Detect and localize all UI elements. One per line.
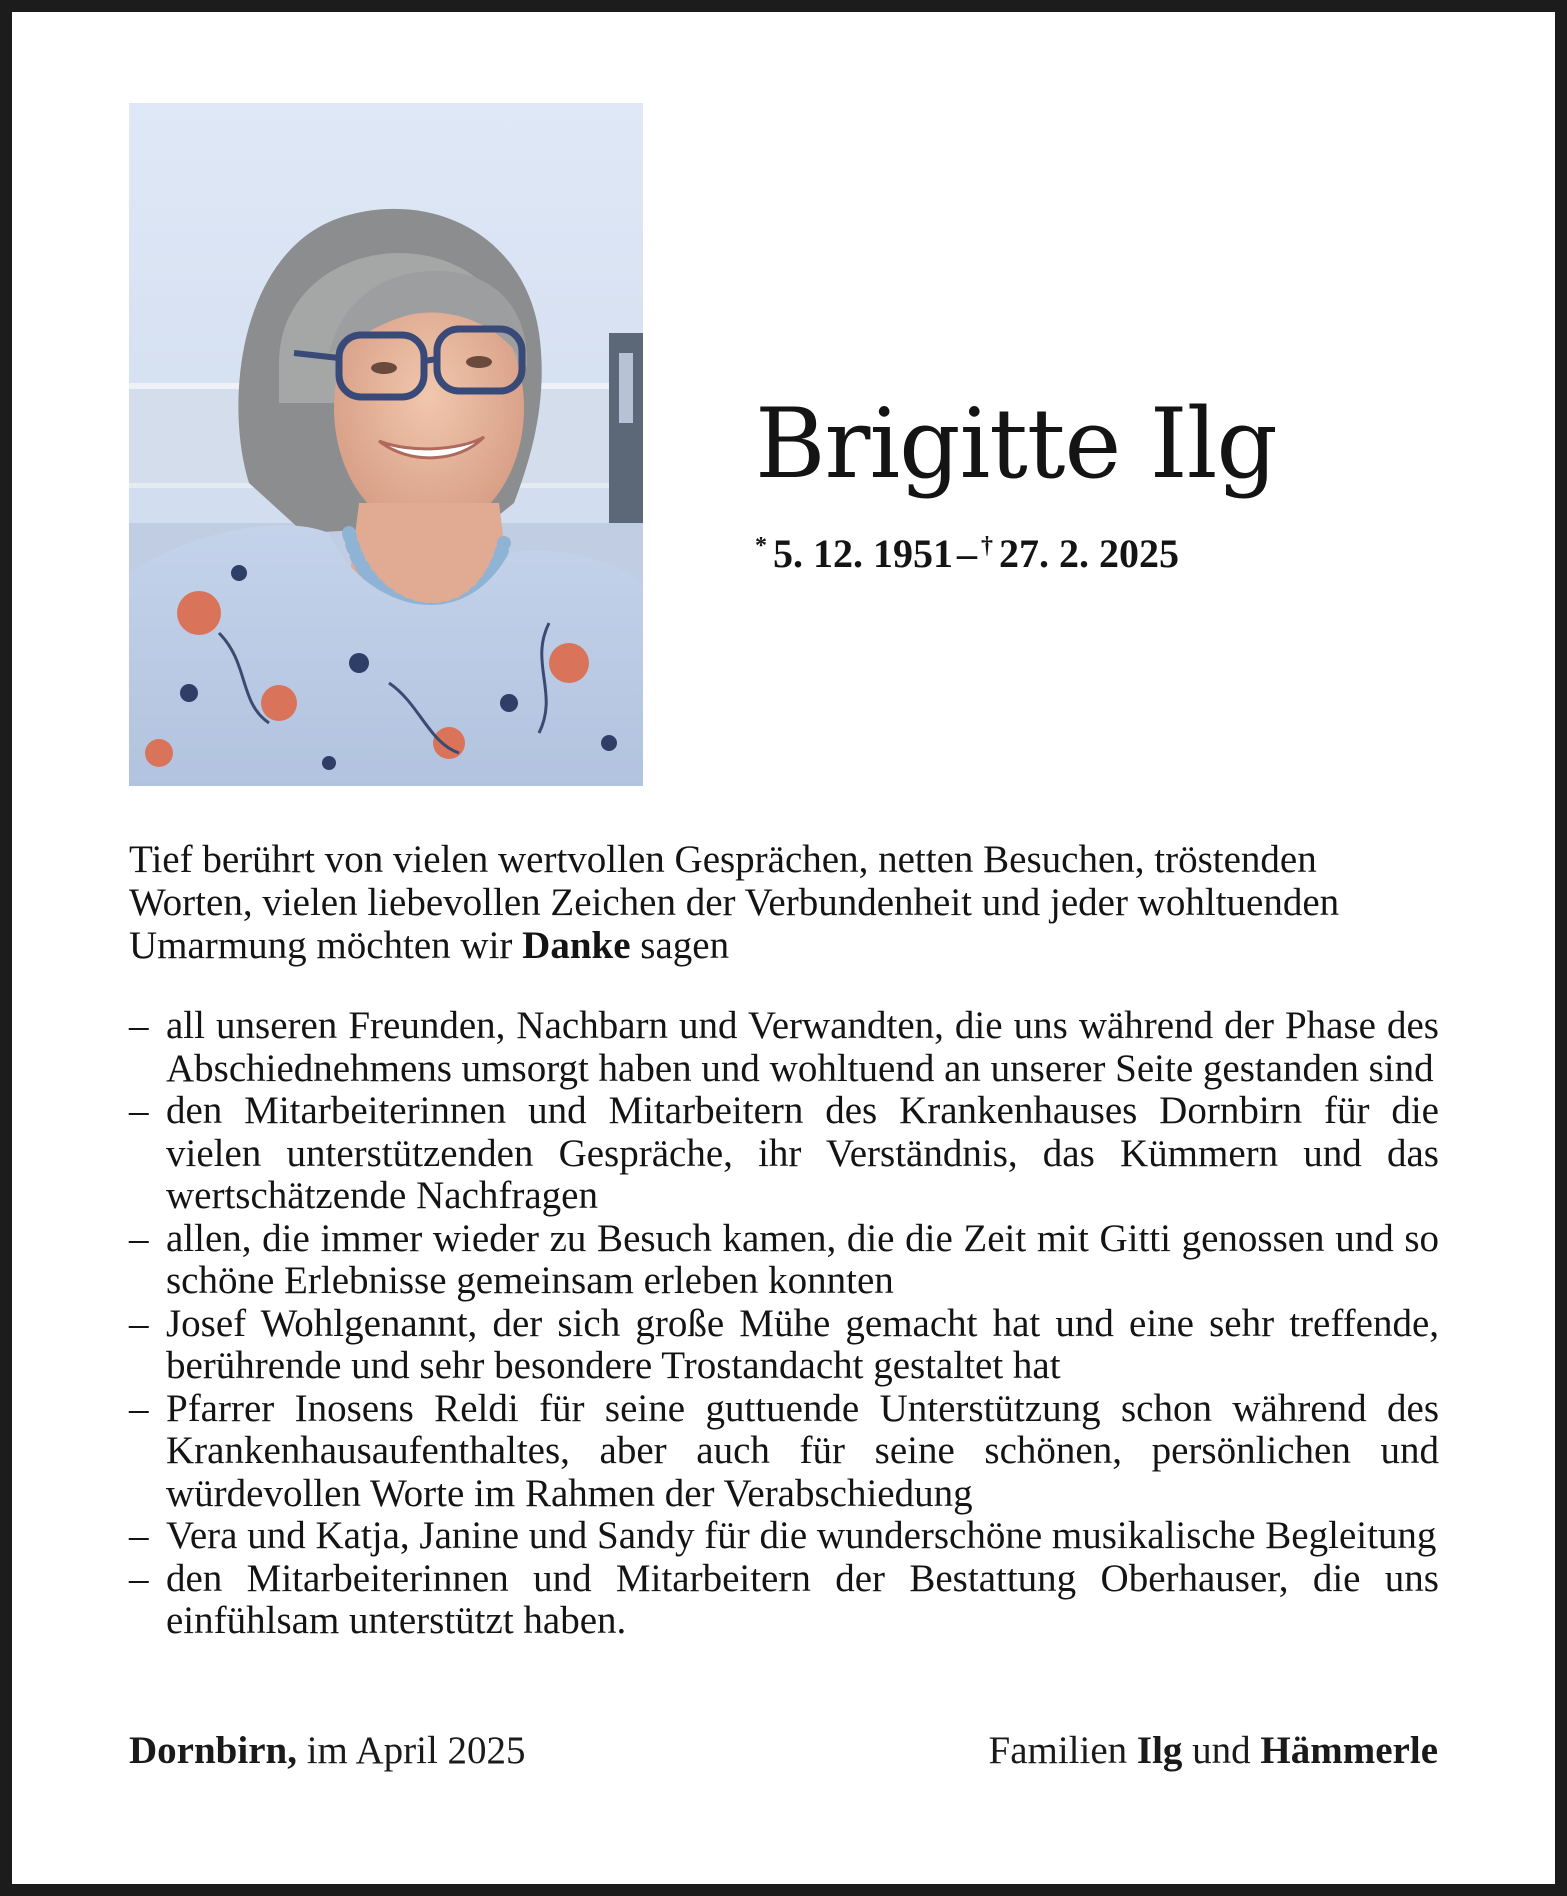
list-item: [129, 1515, 1439, 1558]
date-separator: –: [957, 531, 977, 576]
list-item-text: Vera und Katja, Janine und Sandy für die wunderschöne musikalische Begleitung: [166, 1514, 1437, 1557]
date: im April 2025: [296, 1729, 526, 1772]
list-item: [129, 1388, 1439, 1516]
death-date: 27. 2. 2025: [999, 531, 1179, 576]
families-prefix: Familien: [988, 1729, 1137, 1772]
intro-emphasis: Danke: [522, 924, 631, 967]
list-item: [129, 1558, 1439, 1643]
death-symbol: †: [981, 533, 993, 559]
portrait-illustration: [129, 103, 643, 786]
bullet: –: [129, 1089, 149, 1132]
intro-text: Tief berührt von vielen wertvollen Gesprächen, netten Besuchen, tröstenden Worten, vielen liebevollen Zeichen der Verbundenheit und jeder wohltuenden Umarmung möchten wir: [129, 838, 1340, 967]
bullet: –: [129, 1216, 149, 1260]
place: Dornbirn,: [129, 1729, 297, 1772]
bullet: –: [129, 1301, 149, 1345]
birth-date: 5. 12. 1951: [773, 531, 953, 576]
place-and-date: [129, 1728, 526, 1774]
thanks-list: [129, 1005, 1439, 1643]
bullet: –: [129, 1386, 149, 1430]
list-item: [129, 1090, 1439, 1218]
portrait-photo: [129, 103, 643, 786]
list-item-text: Josef Wohlgenannt, der sich große Mühe gemacht hat und eine sehr treffende, berührende und sehr besondere Trostandacht gestaltet hat: [166, 1301, 1439, 1387]
bullet: –: [129, 1514, 149, 1557]
list-item-text: den Mitarbeiterinnen und Mitarbeitern des Krankenhauses Dornbirn für die vielen unterstützenden Gespräche, ihr Verständnis, das Kümmern und das wertschätzende Nachfragen: [166, 1089, 1439, 1217]
list-item-text: all unseren Freunden, Nachbarn und Verwandten, die uns während der Phase des Abschiednehmens umsorgt haben und wohltuend an unserer Seite gestanden sind: [166, 1004, 1439, 1090]
intro-text-end: sagen: [630, 924, 730, 967]
list-item: [129, 1005, 1439, 1090]
bullet: –: [129, 1556, 149, 1600]
list-item: [129, 1218, 1439, 1303]
family-name-ilg: Ilg: [1136, 1729, 1183, 1772]
family-name-haemmerle: Hämmerle: [1260, 1729, 1438, 1772]
bullet: –: [129, 1004, 149, 1047]
list-item-text: Pfarrer Inosens Reldi für seine guttuende Unterstützung schon während des Krankenhausaufenthaltes, aber auch für seine schönen, persönlichen und würdevollen Worte im Rahmen der Verabschiedung: [166, 1386, 1439, 1515]
family-signature: [989, 1728, 1439, 1774]
list-item: [129, 1303, 1439, 1388]
list-item-text: allen, die immer wieder zu Besuch kamen, die die Zeit mit Gitti genossen und so schöne Erlebnisse gemeinsam erleben konnten: [166, 1216, 1439, 1302]
list-item-text: den Mitarbeiterinnen und Mitarbeitern der Bestattung Oberhauser, die uns einfühlsam unterstützt haben.: [166, 1556, 1439, 1642]
life-dates: [755, 522, 1179, 578]
birth-symbol: *: [755, 533, 767, 559]
deceased-name: Brigitte Ilg: [755, 388, 1277, 500]
intro-paragraph: [129, 838, 1439, 967]
family-conjunction: und: [1182, 1729, 1261, 1772]
